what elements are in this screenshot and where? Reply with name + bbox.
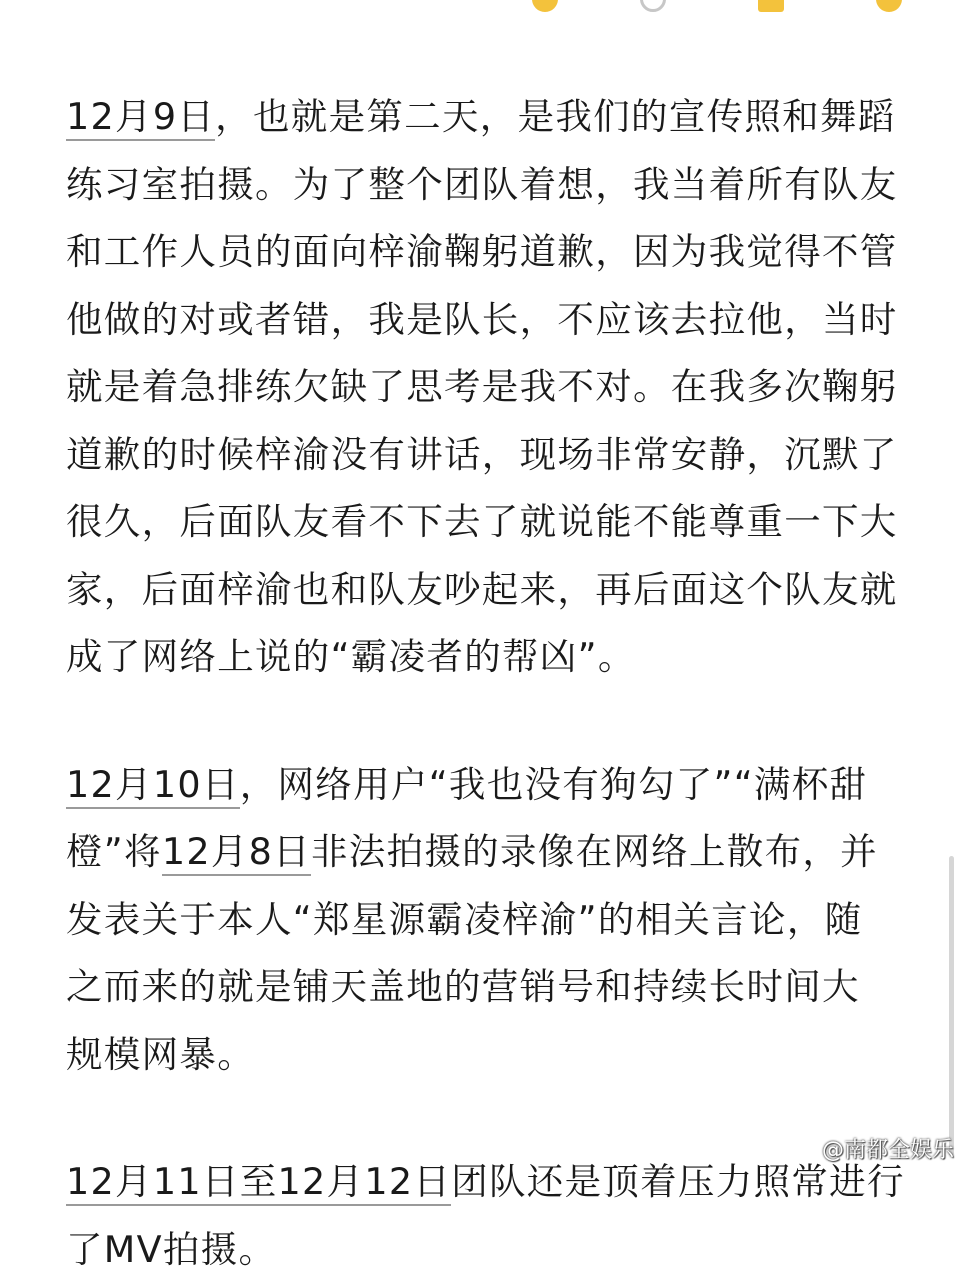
- text-line: [66, 421, 886, 489]
- date-underlined: 12月9日: [66, 95, 215, 141]
- top-cropped-header: [0, 0, 960, 26]
- scrollbar-thumb[interactable]: [949, 856, 954, 1156]
- collect-icon[interactable]: [758, 0, 784, 12]
- text-segment: 了MV拍摄。: [66, 1228, 276, 1271]
- text-segment: ，也就是第二天，是我们的宣传照和舞蹈: [215, 95, 895, 138]
- text-segment: 发表关于本人“郑星源霸凌梓渝”的相关言论，随: [66, 898, 862, 941]
- text-line: [66, 623, 886, 691]
- text-segment: 非法拍摄的录像在网络上散布，并: [311, 830, 878, 873]
- text-line: [66, 953, 886, 1021]
- text-segment: 道歉的时候梓渝没有讲话，现场非常安静，沉默了: [66, 433, 898, 476]
- text-line: [66, 151, 886, 219]
- watermark: [786, 1133, 954, 1164]
- text-segment: 就是着急排练欠缺了思考是我不对。在我多次鞠躬: [66, 365, 898, 408]
- text-segment: 练习室拍摄。为了整个团队着想，我当着所有队友: [66, 163, 898, 206]
- date-underlined: 12月10日: [66, 763, 240, 809]
- text-segment: 很久，后面队友看不下去了就说能不能尊重一下大: [66, 500, 898, 543]
- text-line: [66, 1021, 886, 1089]
- text-line: [66, 751, 886, 819]
- text-line: [66, 218, 886, 286]
- article-body: [66, 83, 886, 1283]
- date-underlined: 12月11日至12月12日: [66, 1160, 451, 1206]
- text-segment: 他做的对或者错，我是队长，不应该去拉他，当时: [66, 298, 898, 341]
- paragraph: [66, 83, 886, 691]
- paragraph: [66, 751, 886, 1089]
- text-line: [66, 488, 886, 556]
- text-segment: 橙”将: [66, 830, 162, 873]
- text-segment: 和工作人员的面向梓渝鞠躬道歉，因为我觉得不管: [66, 230, 898, 273]
- weibo-icon: [786, 1137, 816, 1161]
- share-icon[interactable]: [876, 0, 902, 12]
- text-segment: 成了网络上说的“霸凌者的帮凶”。: [66, 635, 636, 678]
- text-line: [66, 353, 886, 421]
- date-underlined: 12月8日: [162, 830, 311, 876]
- text-segment: 规模网暴。: [66, 1033, 255, 1076]
- watermark-text: @南都全娱乐: [822, 1133, 954, 1164]
- text-line: [66, 1148, 886, 1216]
- text-line: [66, 83, 886, 151]
- text-segment: 家，后面梓渝也和队友吵起来，再后面这个队友就: [66, 568, 898, 611]
- text-line: [66, 886, 886, 954]
- text-segment: 之而来的就是铺天盖地的营销号和持续长时间大: [66, 965, 860, 1008]
- text-line: [66, 286, 886, 354]
- text-line: [66, 1216, 886, 1283]
- comment-icon[interactable]: [640, 0, 666, 12]
- paragraph: [66, 1148, 886, 1283]
- text-line: [66, 818, 886, 886]
- text-segment: 团队还是顶着压力照常进行: [451, 1160, 905, 1203]
- text-line: [66, 556, 886, 624]
- like-icon[interactable]: [532, 0, 558, 12]
- text-segment: ，网络用户“我也没有狗勾了”“满杯甜: [240, 763, 868, 806]
